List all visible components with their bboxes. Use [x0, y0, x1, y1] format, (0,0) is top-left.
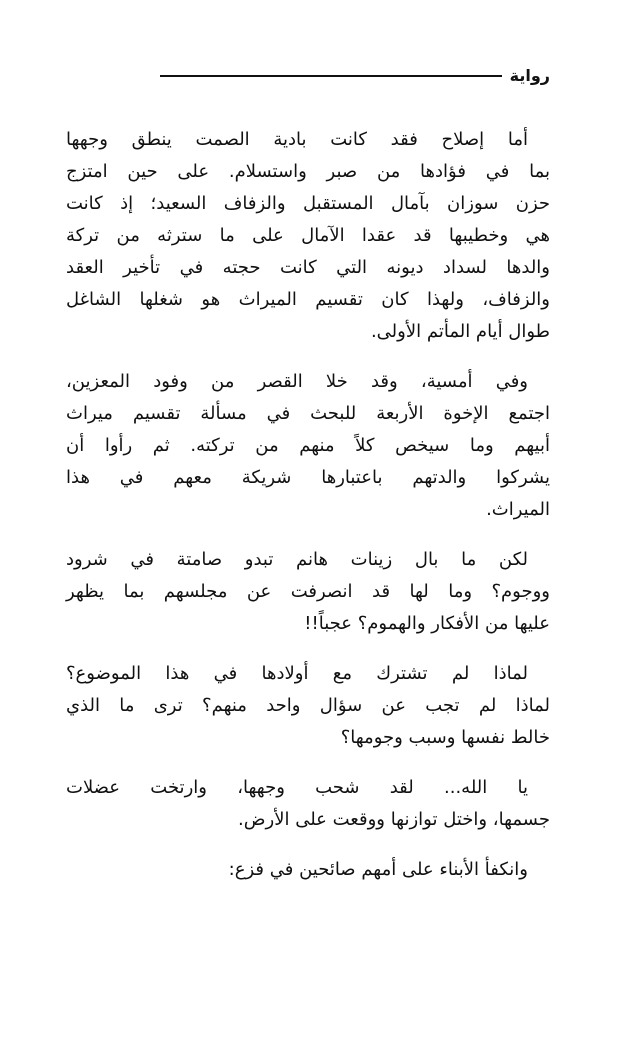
text-line: طوال أيام المأتم الأولى. — [370, 321, 550, 342]
header-rule — [160, 75, 502, 77]
section-label: رواية — [509, 66, 550, 85]
text-line: اجتمع الإخوة الأربعة للبحث في مسألة تقسيم ميراث — [66, 403, 550, 424]
paragraph-4 — [66, 658, 550, 754]
text-line: يشركوا والدتهم باعتبارها شريكة معهم في هذا — [66, 467, 550, 488]
text-line: حزن سوزان بآمال المستقبل والزفاف السعيد؛ إذ كانت — [66, 193, 550, 214]
text-line: والدها لسداد ديونه التي كانت حجته في تأخير العقد — [66, 257, 550, 278]
paragraph-5 — [66, 772, 550, 836]
text-line: والزفاف، ولهذا كان تقسيم الميراث هو شغلها الشاغل — [66, 289, 550, 310]
text-line: أما إصلاح فقد كانت بادية الصمت ينطق وجهها — [66, 129, 528, 150]
text-line: ووجوم؟ وما لها قد انصرفت عن مجلسهم بما يظهر — [66, 581, 550, 602]
text-line: جسمها، واختل توازنها ووقعت على الأرض. — [238, 809, 550, 830]
text-line: لماذا لم تشترك مع أولادها في هذا الموضوع؟ — [66, 663, 528, 684]
running-header — [160, 64, 550, 88]
text-line: لماذا لم تجب عن سؤال واحد منهم؟ ترى ما الذي — [66, 695, 550, 716]
paragraph-2 — [66, 366, 550, 526]
paragraph-3 — [66, 544, 550, 640]
text-line: أبيهم وما سيخص كلاً منهم من تركته. ثم رأوا أن — [66, 435, 550, 456]
text-line: يا الله... لقد شحب وجهها، وارتخت عضلات — [66, 777, 528, 798]
text-line: وانكفأ الأبناء على أمهم صائحين في فزع: — [228, 859, 528, 880]
text-line: هي وخطيبها قد عقدا الآمال على ما سترثه من تركة — [66, 225, 550, 246]
text-line: خالط نفسها وسبب وجومها؟ — [340, 727, 550, 748]
text-line: لكن ما بال زينات هانم تبدو صامتة في شرود — [66, 549, 528, 570]
body-text — [66, 124, 550, 904]
text-line: وفي أمسية، وقد خلا القصر من وفود المعزين، — [66, 371, 528, 392]
text-line: عليها من الأفكار والهموم؟ عجباً!! — [304, 613, 550, 634]
text-line: الميراث. — [486, 499, 550, 520]
paragraph-1 — [66, 124, 550, 348]
paragraph-6 — [66, 854, 550, 886]
text-line: بما في فؤادها من صبر واستسلام. على حين امتزج — [66, 161, 550, 182]
